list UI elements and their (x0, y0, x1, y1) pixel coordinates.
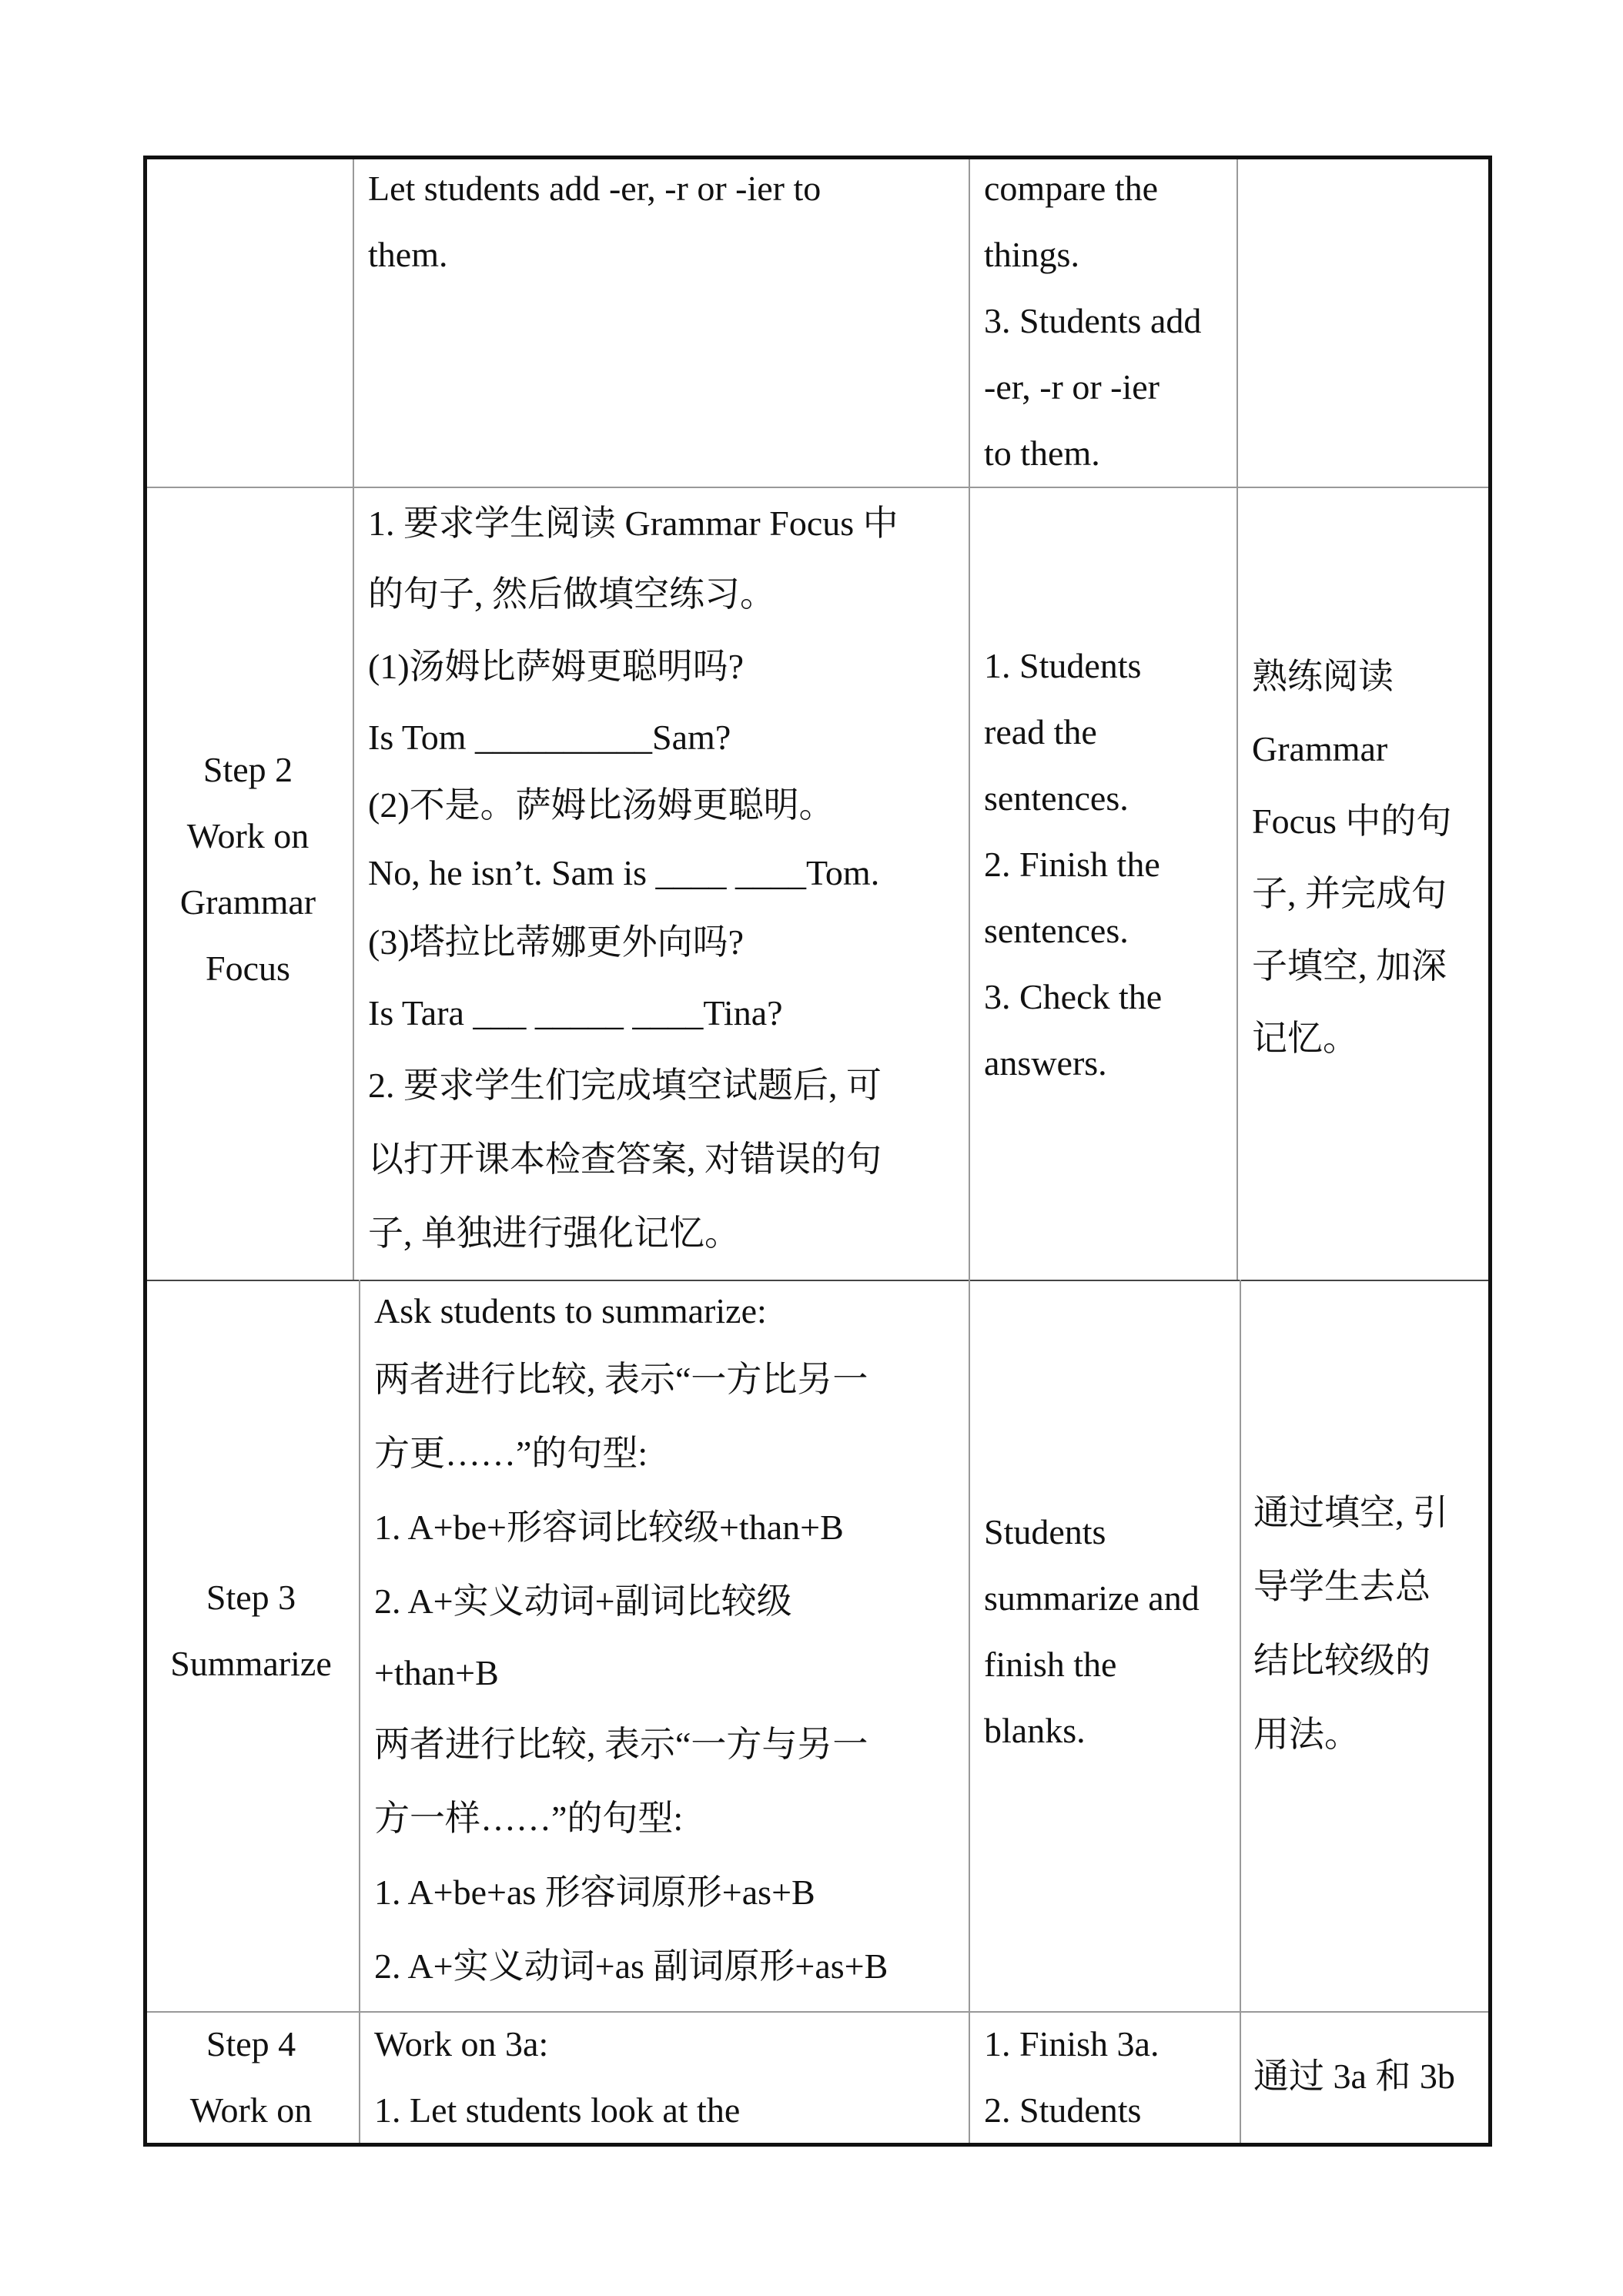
teacher-text-line: Let students add -er, -r or -ier to (368, 169, 822, 208)
student-text-line: things. (984, 235, 1079, 274)
teacher-text-line: Work on 3a: (374, 2024, 549, 2063)
teacher-text-line: No, he isn’t. Sam is ____ ____Tom. (368, 853, 880, 892)
purpose-text-line: 导学生去总 (1253, 1567, 1431, 1606)
step-label-line: Step 4 (206, 2024, 296, 2063)
teacher-text-line: them. (368, 235, 448, 274)
teacher-text-line: 1. A+be+as 形容词原形+as+B (374, 1873, 815, 1912)
step-label-line: Step 2 (202, 750, 293, 789)
table-border (143, 156, 1492, 2147)
teacher-text-line: 1. 要求学生阅读 Grammar Focus 中 (368, 504, 899, 543)
student-text-line: Students (984, 1512, 1106, 1551)
teacher-text-line: (2)不是。萨姆比汤姆更聪明。 (368, 785, 835, 825)
teacher-text-line: Ask students to summarize: (374, 1291, 767, 1330)
student-text-line: 3. Check the (984, 977, 1163, 1016)
student-text-line: summarize and (984, 1578, 1200, 1618)
student-text-line: 1. Students (984, 646, 1142, 685)
step-label-line: Work on (186, 816, 310, 855)
purpose-text-line: 结比较级的 (1253, 1641, 1431, 1680)
teacher-text-line: 2. A+实义动词+as 副词原形+as+B (374, 1946, 888, 1986)
teacher-text-line: 的句子, 然后做填空练习。 (368, 574, 775, 614)
purpose-text-line: 子, 并完成句 (1252, 874, 1447, 913)
step-label-line: Step 3 (206, 1578, 296, 1617)
student-text-line: read the (984, 712, 1097, 751)
teacher-text-line: 1. A+be+形容词比较级+than+B (374, 1508, 844, 1547)
student-text-line: blanks. (984, 1711, 1086, 1750)
teacher-text-line: 方一样……”的句型: (374, 1799, 684, 1838)
teacher-text-line: (3)塔拉比蒂娜更外向吗? (368, 922, 745, 962)
teacher-text-line: 方更……”的句型: (374, 1434, 648, 1473)
teacher-text-line: 2. A+实义动词+副词比较级 (374, 1581, 792, 1621)
purpose-text-line: 熟练阅读 (1252, 657, 1394, 696)
teacher-text-line: Is Tom __________Sam? (368, 718, 731, 757)
purpose-text-line: 用法。 (1253, 1715, 1360, 1754)
purpose-text-line: Focus 中的句 (1252, 802, 1452, 841)
student-text-line: to them. (984, 433, 1100, 473)
purpose-text-line: 记忆。 (1252, 1019, 1358, 1058)
step-label-line: Work on (189, 2090, 313, 2130)
teacher-text-line: Is Tara ___ _____ ____Tina? (368, 993, 783, 1033)
teacher-text-line: 两者进行比较, 表示“一方与另一 (374, 1725, 868, 1764)
student-text-line: 2. Students (984, 2090, 1142, 2130)
student-text-line: finish the (984, 1645, 1117, 1684)
purpose-text-line: 通过填空, 引 (1253, 1493, 1448, 1532)
student-text-line: compare the (984, 169, 1159, 208)
purpose-text-line: 子填空, 加深 (1252, 946, 1447, 986)
student-text-line: sentences. (984, 778, 1129, 818)
lesson-plan-table (143, 156, 1492, 2147)
student-text-line: answers. (984, 1043, 1107, 1083)
student-text-line: sentences. (984, 911, 1129, 950)
step-label-line: Focus (206, 949, 290, 988)
student-text-line: 3. Students add (984, 301, 1202, 340)
teacher-text-line: 2. 要求学生们完成填空试题后, 可 (368, 1066, 882, 1105)
teacher-text-line: 子, 单独进行强化记忆。 (368, 1213, 740, 1253)
teacher-text-line: 1. Let students look at the (374, 2090, 741, 2130)
step-label-line: Grammar (179, 882, 316, 922)
step-label-line: Summarize (170, 1644, 332, 1683)
teacher-text-line: (1)汤姆比萨姆更聪明吗? (368, 647, 745, 686)
purpose-text-line: 通过 3a 和 3b (1253, 2057, 1455, 2096)
student-text-line: -er, -r or -ier (984, 367, 1160, 407)
purpose-text-line: Grammar (1252, 729, 1388, 768)
teacher-text-line: 以打开课本检查答案, 对错误的句 (368, 1140, 882, 1179)
student-text-line: 1. Finish 3a. (984, 2024, 1160, 2063)
teacher-text-line: 两者进行比较, 表示“一方比另一 (374, 1360, 868, 1399)
student-text-line: 2. Finish the (984, 845, 1160, 884)
teacher-text-line: +than+B (374, 1653, 499, 1692)
